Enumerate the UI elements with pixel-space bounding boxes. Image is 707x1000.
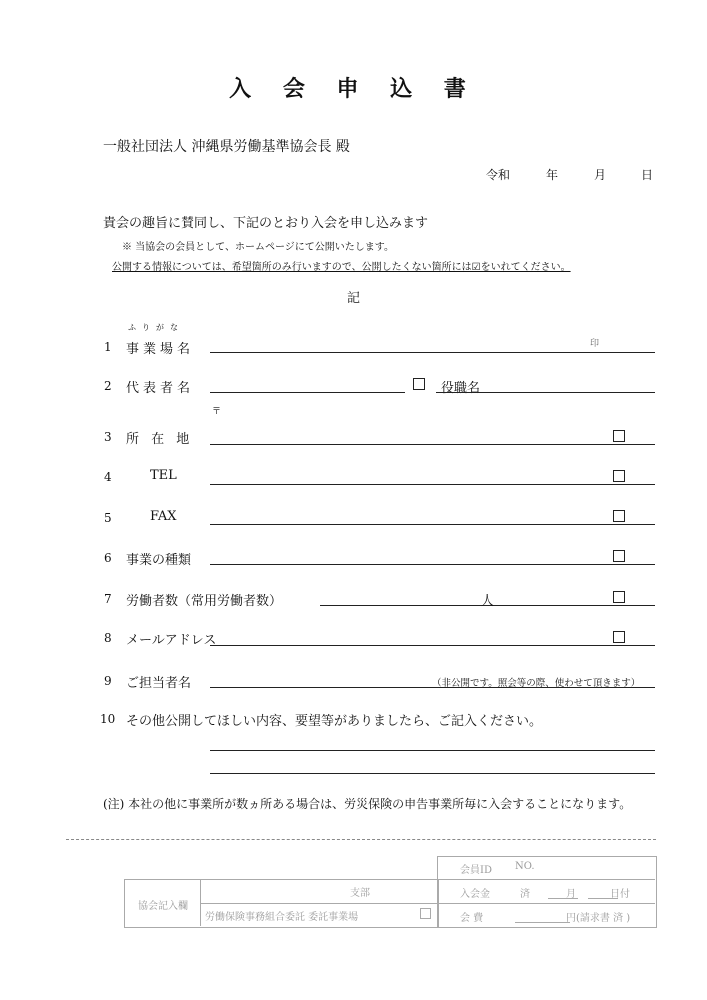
field-number: 4 [104, 470, 112, 484]
intro-text: 貴会の趣旨に賛同し、下記のとおり入会を申し込みます [103, 216, 429, 231]
tel-private-checkbox[interactable] [613, 470, 625, 482]
address-label: 所 在 地 [126, 432, 194, 447]
position-field[interactable] [436, 392, 655, 393]
representative-field[interactable] [210, 392, 405, 393]
field-number: 7 [104, 592, 112, 606]
date-year: 年 [546, 168, 559, 182]
seal-mark: 印 [590, 339, 600, 349]
divider [437, 879, 655, 880]
admission-date-line [588, 898, 618, 899]
fax-field[interactable] [210, 524, 655, 525]
tel-field[interactable] [210, 484, 655, 485]
footnote: (注) 本社の他に事業所が数ヵ所ある場合は、労災保険の申告事業所毎に入会することになります。 [103, 797, 632, 811]
commission-checkbox[interactable] [420, 908, 431, 919]
publication-instruction: 公開する情報については、希望箇所のみ行いますので、公開したくない箇所には☑をいれてください。 [112, 262, 571, 273]
address-private-checkbox[interactable] [613, 430, 625, 442]
date-day: 日 [641, 168, 654, 182]
workers-label: 労働者数（常用労働者数） [126, 594, 283, 609]
postal-mark: 〒 [212, 407, 222, 417]
admission-month-label: 月 [566, 889, 576, 900]
field-number: 2 [104, 379, 112, 393]
fee-label: 会 費 [460, 913, 484, 924]
email-private-checkbox[interactable] [613, 631, 625, 643]
workers-private-checkbox[interactable] [613, 591, 625, 603]
business-type-label: 事業の種類 [126, 553, 192, 568]
business-type-field[interactable] [210, 564, 655, 565]
contact-private-note: （非公開です。照会等の際、使わせて頂きます） [432, 678, 641, 689]
addressee: 一般社団法人 沖縄県労働基準協会長 殿 [103, 139, 350, 155]
email-label: メールアドレス [126, 633, 217, 648]
requests-field-line-1[interactable] [210, 750, 655, 751]
member-id-label: 会員ID [460, 865, 492, 876]
ki-heading: 記 [346, 291, 360, 306]
field-number: 9 [104, 674, 112, 688]
field-number: 5 [104, 511, 112, 525]
admission-fee-label: 入会金 [460, 889, 490, 900]
business-name-field[interactable] [210, 352, 655, 353]
workers-unit: 人 [481, 594, 495, 609]
business-name-label: 事業場名 [126, 342, 195, 357]
field-number: 8 [104, 631, 112, 645]
cut-line [66, 839, 656, 840]
requests-label: その他公開してほしい内容、要望等がありましたら、ご記入ください。 [126, 714, 543, 729]
field-number: 1 [104, 340, 112, 354]
member-no-label: NO. [515, 861, 535, 872]
fax-label: FAX [150, 509, 177, 524]
business-type-private-checkbox[interactable] [613, 550, 625, 562]
page-title: 入 会 申 込 書 [229, 76, 478, 102]
field-number: 3 [104, 430, 112, 444]
requests-field-line-2[interactable] [210, 773, 655, 774]
address-field[interactable] [210, 444, 655, 445]
fee-amount-line [515, 922, 570, 923]
divider [437, 903, 655, 904]
representative-label: 代表者名 [126, 381, 195, 396]
admission-paid-label: 済 [520, 889, 530, 900]
admission-month-line [548, 898, 578, 899]
commission-label: 労働保険事務組合委託 委託事業場 [205, 912, 359, 923]
branch-label: 支部 [350, 888, 370, 899]
field-number: 6 [104, 551, 112, 565]
admission-date-label: 日付 [610, 889, 630, 900]
fax-private-checkbox[interactable] [613, 510, 625, 522]
office-use-label: 協会記入欄 [138, 901, 188, 912]
tel-label: TEL [150, 468, 177, 483]
fee-note: 円(請求書 済 ) [566, 913, 631, 924]
field-number: 10 [100, 712, 116, 726]
furigana-label: ふりがな [128, 323, 184, 332]
date-month: 月 [594, 168, 607, 182]
representative-private-checkbox[interactable] [413, 378, 425, 390]
publication-note: ※ 当協会の会員として、ホームページにて公開いたします。 [122, 242, 394, 253]
divider [200, 903, 437, 904]
date-era: 令和 [486, 168, 511, 182]
email-field[interactable] [210, 645, 655, 646]
contact-person-label: ご担当者名 [126, 676, 192, 691]
position-label: 役職名 [441, 381, 481, 396]
